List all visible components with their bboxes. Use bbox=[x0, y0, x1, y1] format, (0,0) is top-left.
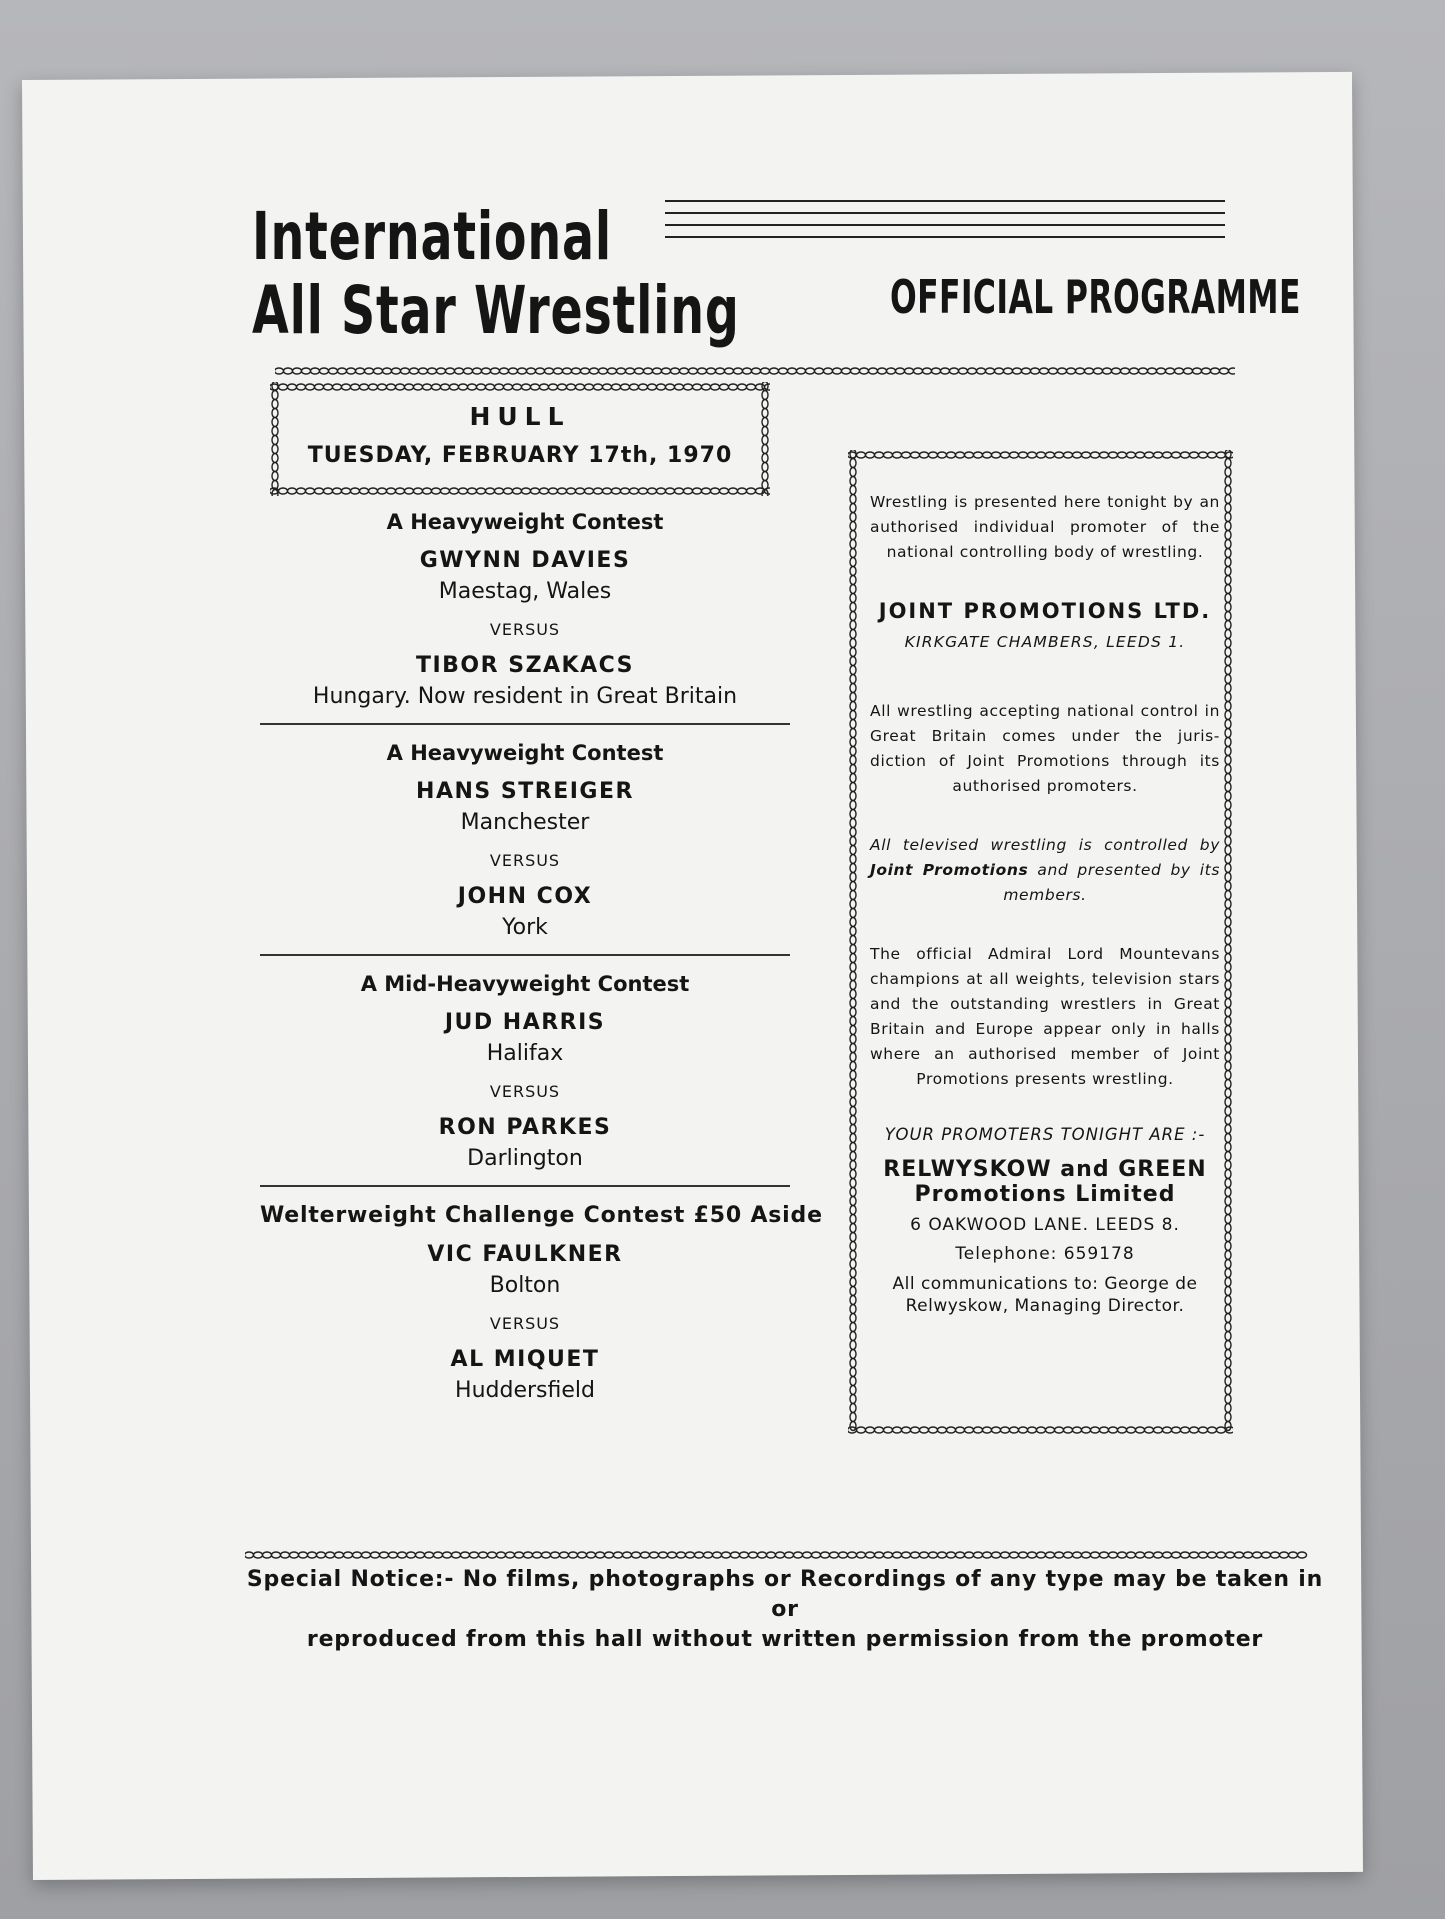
contest-title: A Heavyweight Contest bbox=[386, 741, 664, 765]
versus-label: VERSUS bbox=[489, 851, 561, 870]
company-name: JOINT PROMOTIONS LTD. bbox=[878, 599, 1212, 623]
wrestler-name: HANS STREIGER bbox=[416, 779, 634, 804]
promoters-company: Promotions Limited bbox=[914, 1182, 1176, 1207]
contest-list bbox=[260, 500, 823, 1403]
info-border-left bbox=[848, 450, 858, 1435]
promoters-telephone: Telephone: 659178 bbox=[955, 1244, 1135, 1264]
televised-paragraph bbox=[870, 833, 1220, 908]
venue-date: TUESDAY, FEBRUARY 17th, 1970 bbox=[307, 443, 733, 468]
versus-label: VERSUS bbox=[489, 1314, 561, 1333]
televised-text-c: and presented by its members. bbox=[1003, 861, 1220, 904]
wrestler-hometown: Bolton bbox=[489, 1273, 561, 1298]
contest-title: A Heavyweight Contest bbox=[386, 510, 664, 534]
promoters-address: 6 OAKWOOD LANE. LEEDS 8. bbox=[910, 1215, 1180, 1235]
wrestler-name: TIBOR SZAKACS bbox=[415, 653, 635, 678]
wrestler-hometown: Manchester bbox=[460, 810, 590, 835]
info-box bbox=[848, 450, 1233, 1435]
special-notice bbox=[240, 1565, 1330, 1655]
official-programme-heading: OFFICIAL PROGRAMME bbox=[890, 270, 1301, 324]
wrestler-name: JUD HARRIS bbox=[444, 1010, 606, 1035]
wrestler-hometown: Huddersfield bbox=[455, 1378, 595, 1403]
wrestler-name: VIC FAULKNER bbox=[427, 1242, 623, 1267]
versus-label: VERSUS bbox=[489, 620, 561, 639]
info-paragraph: All wrestling accepting national control in Great Britain comes under the juris-diction of Joint Promotions through its authorised promoters. bbox=[870, 702, 1220, 795]
wrestler-name: GWYNN DAVIES bbox=[419, 548, 631, 573]
contest-divider bbox=[260, 954, 790, 956]
contest-4 bbox=[260, 1203, 823, 1403]
notice-line-2: reproduced from this hall without written permission from the promoter bbox=[306, 1627, 1264, 1652]
wrestler-hometown: Darlington bbox=[467, 1146, 583, 1171]
televised-text-a: All televised wrestling is controlled by bbox=[870, 836, 1220, 854]
title-line-2: All Star Wrestling bbox=[252, 272, 740, 349]
decorative-lines bbox=[665, 200, 1225, 248]
venue-border-left bbox=[270, 382, 280, 496]
info-content bbox=[870, 490, 1220, 1317]
promoters-communications: All communications to: George de Relwyskow, Managing Director. bbox=[892, 1274, 1198, 1316]
wrestler-hometown: York bbox=[502, 915, 548, 940]
info-paragraph: Wrestling is presented here tonight by an authorised individual promoter of the national controlling body of wrestling. bbox=[870, 493, 1220, 561]
promoters-intro: YOUR PROMOTERS TONIGHT ARE :- bbox=[884, 1125, 1206, 1144]
wrestler-hometown: Maestag, Wales bbox=[438, 579, 612, 604]
notice-line-1: Special Notice:- No films, photographs or Recordings of any type may be taken in or bbox=[246, 1567, 1324, 1622]
info-paragraph: The official Admiral Lord Mountevans champions at all weights, television stars and the outstanding wrestlers in Great Britain and Europe appear only in halls where an authorised member of Joint Promotions presents wrestling. bbox=[870, 945, 1220, 1088]
title-line-1: International bbox=[252, 198, 612, 275]
venue-box bbox=[270, 382, 770, 496]
wrestler-name: AL MIQUET bbox=[450, 1347, 600, 1372]
wrestler-name: RON PARKES bbox=[438, 1115, 612, 1140]
wrestler-hometown: Halifax bbox=[486, 1041, 564, 1066]
wrestler-name: JOHN COX bbox=[457, 884, 593, 909]
contest-divider bbox=[260, 1185, 790, 1187]
venue-border-right bbox=[760, 382, 770, 496]
contest-2 bbox=[260, 741, 790, 940]
contest-divider bbox=[260, 723, 790, 725]
venue-border-bottom bbox=[270, 486, 770, 496]
versus-label: VERSUS bbox=[489, 1082, 561, 1101]
info-border-top bbox=[848, 450, 1233, 460]
chain-divider-top bbox=[275, 366, 1235, 376]
contest-1 bbox=[260, 510, 790, 709]
venue-city: HULL bbox=[469, 402, 571, 431]
chain-divider-bottom bbox=[245, 1550, 1310, 1560]
promoters-name: RELWYSKOW and GREEN bbox=[883, 1157, 1207, 1182]
info-border-bottom bbox=[848, 1425, 1233, 1435]
televised-text-b: Joint Promotions bbox=[870, 861, 1029, 879]
contest-3 bbox=[260, 972, 790, 1171]
info-border-right bbox=[1223, 450, 1233, 1435]
wrestler-hometown: Hungary. Now resident in Great Britain bbox=[312, 684, 738, 709]
contest-title: Welterweight Challenge Contest £50 Aside bbox=[260, 1203, 823, 1228]
venue-border-top bbox=[270, 382, 770, 392]
contest-title: A Mid-Heavyweight Contest bbox=[360, 972, 690, 996]
company-address: KIRKGATE CHAMBERS, LEEDS 1. bbox=[904, 633, 1186, 651]
